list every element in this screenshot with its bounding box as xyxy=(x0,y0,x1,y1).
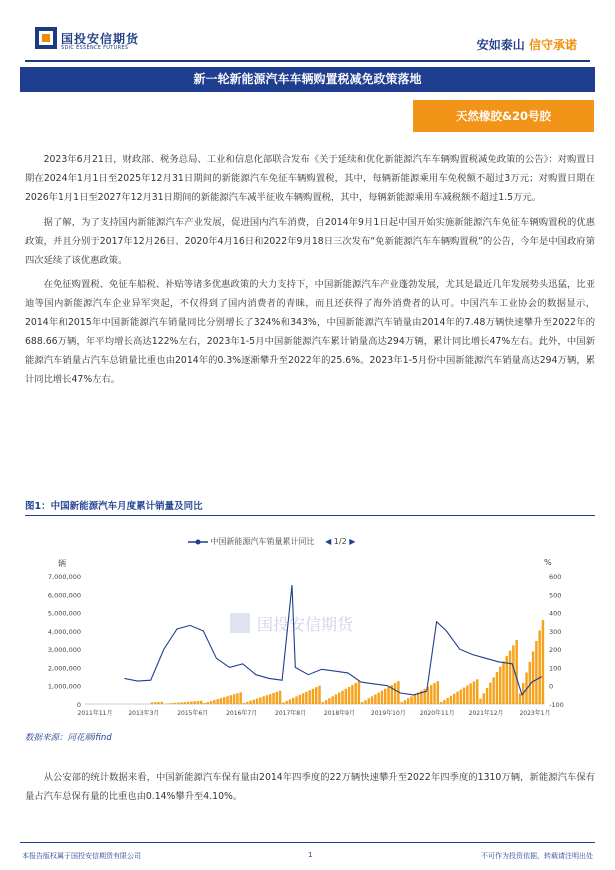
footer-copyright: 本报告版权属于国投安信期货有限公司 xyxy=(22,852,141,860)
sales-bar xyxy=(371,696,373,704)
sales-bar xyxy=(262,696,264,704)
sales-bar xyxy=(210,701,212,704)
sales-chart xyxy=(25,528,565,723)
sales-bar xyxy=(187,702,189,704)
sales-bar xyxy=(226,696,228,704)
sales-bar xyxy=(358,681,360,704)
sales-bar xyxy=(256,699,258,704)
sales-bar xyxy=(443,700,445,704)
y-left-tick-label: 7,000,000 xyxy=(47,573,81,581)
sales-bar xyxy=(364,700,366,704)
sales-bar xyxy=(299,695,301,704)
y-right-tick-label: 200 xyxy=(549,646,562,655)
sales-bar xyxy=(302,693,304,704)
sales-bar xyxy=(341,691,343,704)
y-left-tick-label: 0 xyxy=(76,701,81,709)
sales-bar xyxy=(308,690,310,704)
company-name-english: SDIC ESSENCE FUTURES xyxy=(61,45,129,51)
x-tick-label: 2019年10月 xyxy=(370,710,406,717)
sales-bar xyxy=(499,667,501,704)
paragraph-2: 据了解，为了支持国内新能源汽车产业发展，促进国内汽车消费，自2014年9月1日起中国开始实施新能源汽车免征车辆购置税的优惠政策，并且分别于2017年12月26日、2020年4月16日和2022年9月18日三次发布“免新能源汽车车辆购置税”的公告，今年是中国政府第四次延续了该优惠政策。 xyxy=(25,216,595,266)
sales-bar xyxy=(269,694,271,704)
x-tick-label: 2015年6月 xyxy=(177,710,209,717)
slogan-main: 安如泰山 xyxy=(476,38,525,52)
sales-bar xyxy=(453,694,455,704)
sales-bar xyxy=(335,694,337,704)
sales-bar xyxy=(476,679,478,704)
sales-bar xyxy=(463,688,465,704)
y-right-tick-label: 300 xyxy=(549,627,562,636)
sales-bar xyxy=(157,702,159,704)
sales-bar xyxy=(433,683,435,704)
legend-prev-icon[interactable]: ◀ xyxy=(325,537,332,546)
header-divider xyxy=(25,60,590,62)
sales-bar xyxy=(368,698,370,704)
sales-bar xyxy=(223,697,225,704)
chart-watermark xyxy=(230,613,354,634)
sales-bar xyxy=(328,698,330,704)
x-tick-label: 2018年9月 xyxy=(323,710,355,717)
sales-bar xyxy=(515,640,517,704)
article-body xyxy=(25,150,595,395)
sales-bar xyxy=(170,703,172,704)
sales-bar xyxy=(414,694,416,704)
sales-bar xyxy=(542,620,544,704)
sales-bar xyxy=(354,683,356,704)
sales-bar xyxy=(486,688,488,704)
sales-bar xyxy=(282,702,284,704)
x-tick-label: 2021年12月 xyxy=(468,710,504,717)
sales-bar xyxy=(361,702,363,704)
right-axis-unit: % xyxy=(544,558,552,567)
sales-bar xyxy=(450,696,452,704)
sales-bar xyxy=(460,690,462,704)
sales-bar xyxy=(489,683,491,704)
sales-bar xyxy=(315,687,317,704)
sales-bar xyxy=(154,702,156,704)
x-tick-label: 2011年11月 xyxy=(77,710,113,717)
sales-bar xyxy=(338,693,340,704)
sales-bar xyxy=(381,691,383,704)
x-tick-label: 2020年11月 xyxy=(419,710,455,717)
sales-bar xyxy=(502,661,504,704)
slogan-accent: 信守承诺 xyxy=(528,38,577,52)
sales-bar xyxy=(394,683,396,704)
y-right-tick-label: 400 xyxy=(549,609,562,618)
paragraph-3: 在免征购置税、免征车船税、补贴等诸多优惠政策的大力支持下，中国新能源汽车产业蓬勃发展，尤其是最近几年发展势头迅猛，比亚迪等国内新能源汽车企业异军突起，不仅得到了国内消费者的青睐，而且还获得了海外消费者的认可。中国汽车工业协会的数据显示，2014年和2015年中国新能源汽车销量同比分别增长了324%和343%，中国新能源汽车销量由2014年的7.48万辆快速攀升至2022年的688.66万辆，年平均增长高达122%左右，2023年1-5月中国新能源汽车累计销量高达294万辆，累计同比增长47%左右。此外，中国新能源汽车销量占汽车总销量比重也由2014年的0.3%逐渐攀升至2022年的25.6%。2023年1-5月份中国新能源汽车销量高达294万辆，累计同比增长47%左右。 xyxy=(25,279,595,385)
page-header xyxy=(0,0,615,62)
sales-bar xyxy=(213,700,215,704)
y-right-tick-label: 100 xyxy=(549,664,562,673)
sales-bar xyxy=(233,694,235,704)
sales-bar xyxy=(456,692,458,704)
figure-divider xyxy=(25,515,595,516)
sales-bar xyxy=(203,703,205,704)
sales-bar xyxy=(538,630,540,704)
legend-next-icon[interactable]: ▶ xyxy=(349,537,356,546)
sales-bar xyxy=(509,651,511,704)
sales-bar xyxy=(190,702,192,704)
sales-bar xyxy=(249,701,251,704)
y-left-tick-label: 2,000,000 xyxy=(47,664,81,673)
sales-bar xyxy=(305,692,307,704)
sales-bar xyxy=(151,702,153,704)
x-tick-label: 2023年1月 xyxy=(519,710,551,717)
sales-bar xyxy=(253,700,255,704)
sales-bar xyxy=(285,701,287,704)
y-left-tick-label: 4,000,000 xyxy=(47,627,81,636)
paragraph-1: 2023年6月21日，财政部、税务总局、工业和信息化部联合发布《关于延续和优化新能源汽车车辆购置税减免政策的公告》：对购置日期在2024年1月1日至2025年12月31日期间的新能源汽车免征车辆购置税，其中，每辆新能源乘用车免税额不超过3万元；对购置日期在2026年1月1日至2027年12月31日期间的新能源汽车减半征收车辆购置税，其中，每辆新能源乘用车减税额不超过1.5万元。 xyxy=(25,154,595,203)
sales-bar xyxy=(272,693,274,704)
sales-bar xyxy=(220,698,222,704)
sales-bar xyxy=(400,702,402,704)
sales-bar xyxy=(387,687,389,704)
sales-bar xyxy=(236,693,238,704)
sales-bar xyxy=(216,699,218,704)
sales-bar xyxy=(351,685,353,704)
legend-page: 1/2 xyxy=(333,537,347,546)
sales-bar xyxy=(430,685,432,704)
sales-bar xyxy=(374,694,376,704)
y-right-tick-label: 600 xyxy=(549,573,562,581)
sales-bar xyxy=(161,702,163,704)
sales-bar xyxy=(377,693,379,704)
legend-label: 中国新能源汽车销量累计同比 xyxy=(210,537,315,546)
footer-disclaimer: 不可作为投资依据，转载请注明出处 xyxy=(481,852,593,860)
sales-bar xyxy=(345,689,347,704)
company-logo-icon xyxy=(35,27,57,49)
sales-bar xyxy=(184,702,186,704)
x-tick-label: 2013年3月 xyxy=(128,710,160,717)
sales-bar xyxy=(473,681,475,704)
sales-bar xyxy=(289,699,291,704)
figure-caption: 图1：中国新能源汽车月度累计销量及同比 xyxy=(25,501,203,512)
sales-bar xyxy=(167,703,169,704)
closing-body xyxy=(25,768,595,812)
data-source: 数据来源：同花顺ifind xyxy=(25,733,112,743)
y-left-tick-label: 3,000,000 xyxy=(47,646,81,655)
sales-bar xyxy=(535,641,537,704)
y-right-tick-label: 500 xyxy=(549,591,562,600)
report-title: 新一轮新能源汽车车辆购置税减免政策落地 xyxy=(20,67,595,92)
sales-bar xyxy=(519,693,521,704)
sales-bar xyxy=(318,686,320,704)
sales-bar xyxy=(243,703,245,704)
sales-bar xyxy=(404,700,406,704)
sales-bar xyxy=(266,695,268,704)
svg-text:国投安信期货: 国投安信期货 xyxy=(257,615,354,634)
sales-bar xyxy=(479,699,481,704)
sales-bar xyxy=(292,698,294,704)
y-left-tick-label: 5,000,000 xyxy=(47,609,81,618)
sales-bar xyxy=(384,689,386,704)
company-name: 国投安信期货 xyxy=(61,32,140,46)
sales-bar xyxy=(496,672,498,704)
page-number: 1 xyxy=(308,851,313,859)
sales-bar xyxy=(325,700,327,704)
sales-bar xyxy=(312,689,314,704)
left-axis-unit: 辆 xyxy=(58,559,66,568)
sales-bar xyxy=(239,692,241,704)
sales-bar xyxy=(180,702,182,704)
sales-bar xyxy=(446,698,448,704)
x-tick-label: 2017年8月 xyxy=(275,710,307,717)
sales-bar xyxy=(483,693,485,704)
sales-bar xyxy=(532,651,534,704)
x-tick-label: 2016年7月 xyxy=(226,710,258,717)
sales-bar xyxy=(230,695,232,704)
y-right-tick-label: -100 xyxy=(549,701,564,709)
sales-bar xyxy=(174,703,176,704)
sales-bar xyxy=(279,691,281,704)
y-left-tick-label: 1,000,000 xyxy=(47,682,81,691)
commodity-tag: 天然橡胶&20号胶 xyxy=(413,100,594,132)
sales-bar xyxy=(437,681,439,704)
sales-bar xyxy=(469,683,471,704)
sales-bar xyxy=(200,701,202,704)
sales-bar xyxy=(492,677,494,704)
sales-bar xyxy=(466,685,468,704)
sales-bar xyxy=(259,697,261,704)
sales-bar xyxy=(322,702,324,704)
sales-bar xyxy=(276,692,278,704)
sales-bar xyxy=(348,687,350,704)
yoy-line xyxy=(124,585,541,695)
sales-bar xyxy=(197,701,199,704)
sales-bar xyxy=(193,701,195,704)
footer-divider xyxy=(20,842,595,843)
y-left-tick-label: 6,000,000 xyxy=(47,591,81,600)
sales-bar xyxy=(407,698,409,704)
sales-bar xyxy=(512,645,514,704)
sales-bar xyxy=(207,702,209,704)
sales-bar xyxy=(177,703,179,704)
sales-bar xyxy=(295,696,297,704)
sales-bar xyxy=(246,702,248,704)
paragraph-4: 从公安部的统计数据来看，中国新能源汽车保有量由2014年四季度的22万辆快速攀升至2022年四季度的1310万辆，新能源汽车保有量占汽车总保有量的比重也由0.14%攀升至4.10%。 xyxy=(25,772,595,802)
sales-bar xyxy=(410,696,412,704)
y-right-tick-label: 0 xyxy=(549,682,554,691)
slogan xyxy=(477,36,577,53)
sales-bar xyxy=(331,696,333,704)
sales-bar xyxy=(440,702,442,704)
